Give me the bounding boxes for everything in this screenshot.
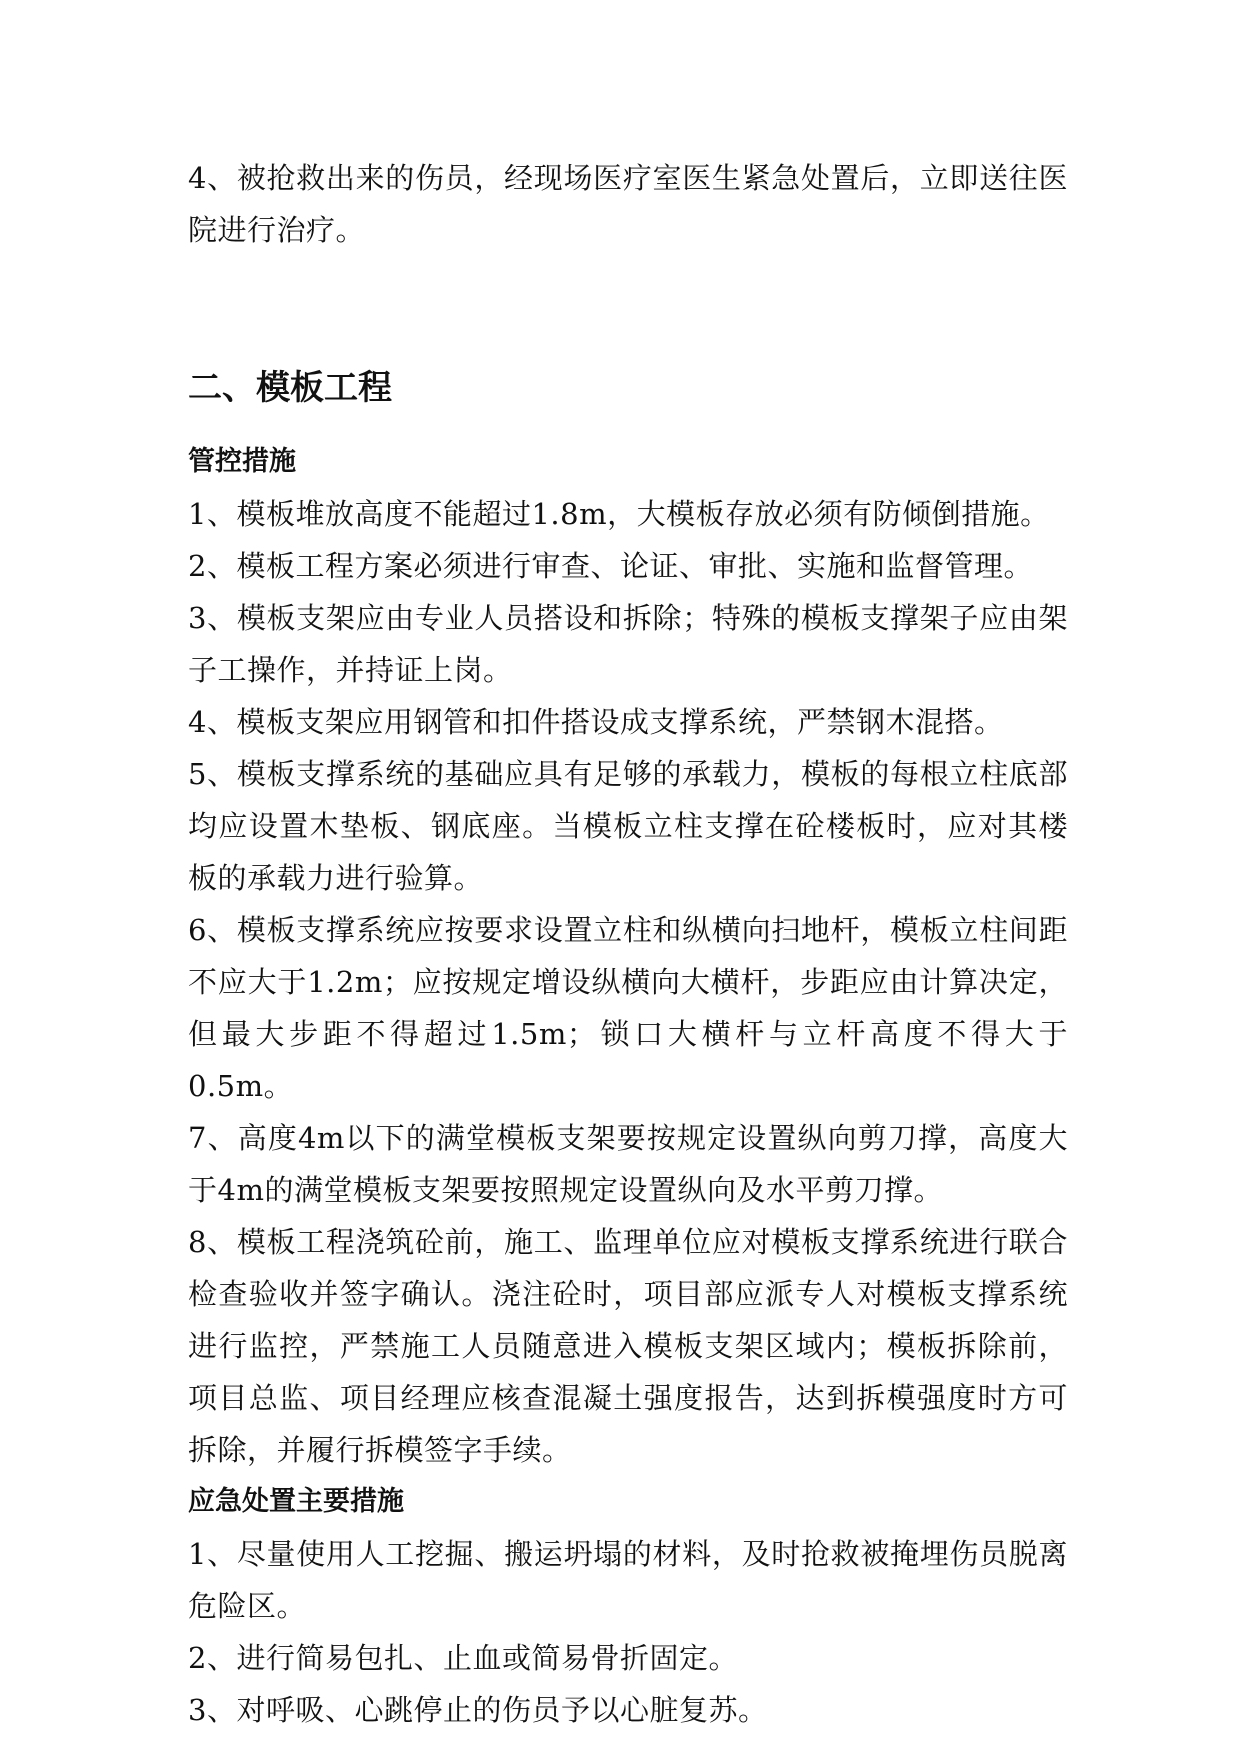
controls-list: [188, 488, 1068, 1476]
emergency-heading: 应急处置主要措施: [188, 1486, 404, 1517]
controls-heading: 管控措施: [188, 446, 296, 477]
list-item: 7、高度4m以下的满堂模板支架要按规定设置纵向剪刀撑，高度大于4m的满堂模板支架要按照规定设置纵向及水平剪刀撑。: [188, 1121, 1068, 1207]
list-item: 4、模板支架应用钢管和扣件搭设成支撑系统，严禁钢木混搭。: [188, 705, 1004, 739]
list-item: 1、模板堆放高度不能超过1.8m，大模板存放必须有防倾倒措施。: [188, 497, 1050, 531]
emergency-list: [188, 1528, 1068, 1736]
list-item: 5、模板支撑系统的基础应具有足够的承载力，模板的每根立柱底部均应设置木垫板、钢底座。当模板立柱支撑在砼楼板时，应对其楼板的承载力进行验算。: [188, 757, 1068, 895]
page-content: [188, 152, 1068, 1736]
spacer: [188, 256, 1068, 364]
spacer: [188, 412, 1068, 436]
list-item: 3、模板支架应由专业人员搭设和拆除；特殊的模板支撑架子应由架子工操作，并持证上岗。: [188, 601, 1068, 687]
section-title: 二、模板工程: [188, 368, 392, 408]
list-item: 6、模板支撑系统应按要求设置立柱和纵横向扫地杆，模板立柱间距不应大于1.2m；应按规定增设纵横向大横杆，步距应由计算决定，但最大步距不得超过1.5m；锁口大横杆与立杆高度不得大于0.5m。: [188, 913, 1068, 1103]
list-item: 1、尽量使用人工挖掘、搬运坍塌的材料，及时抢救被掩埋伤员脱离危险区。: [188, 1537, 1068, 1623]
list-item: 8、模板工程浇筑砼前，施工、监理单位应对模板支撑系统进行联合检查验收并签字确认。浇注砼时，项目部应派专人对模板支撑系统进行监控，严禁施工人员随意进入模板支架区域内；模板拆除前，项目总监、项目经理应核查混凝土强度报告，达到拆模强度时方可拆除，并履行拆模签字手续。: [188, 1225, 1068, 1467]
intro-paragraph: 4、被抢救出来的伤员，经现场医疗室医生紧急处置后，立即送往医院进行治疗。: [188, 161, 1068, 247]
list-item: 3、对呼吸、心跳停止的伤员予以心脏复苏。: [188, 1693, 768, 1727]
list-item: 2、模板工程方案必须进行审查、论证、审批、实施和监督管理。: [188, 549, 1033, 583]
list-item: 2、进行简易包扎、止血或简易骨折固定。: [188, 1641, 738, 1675]
